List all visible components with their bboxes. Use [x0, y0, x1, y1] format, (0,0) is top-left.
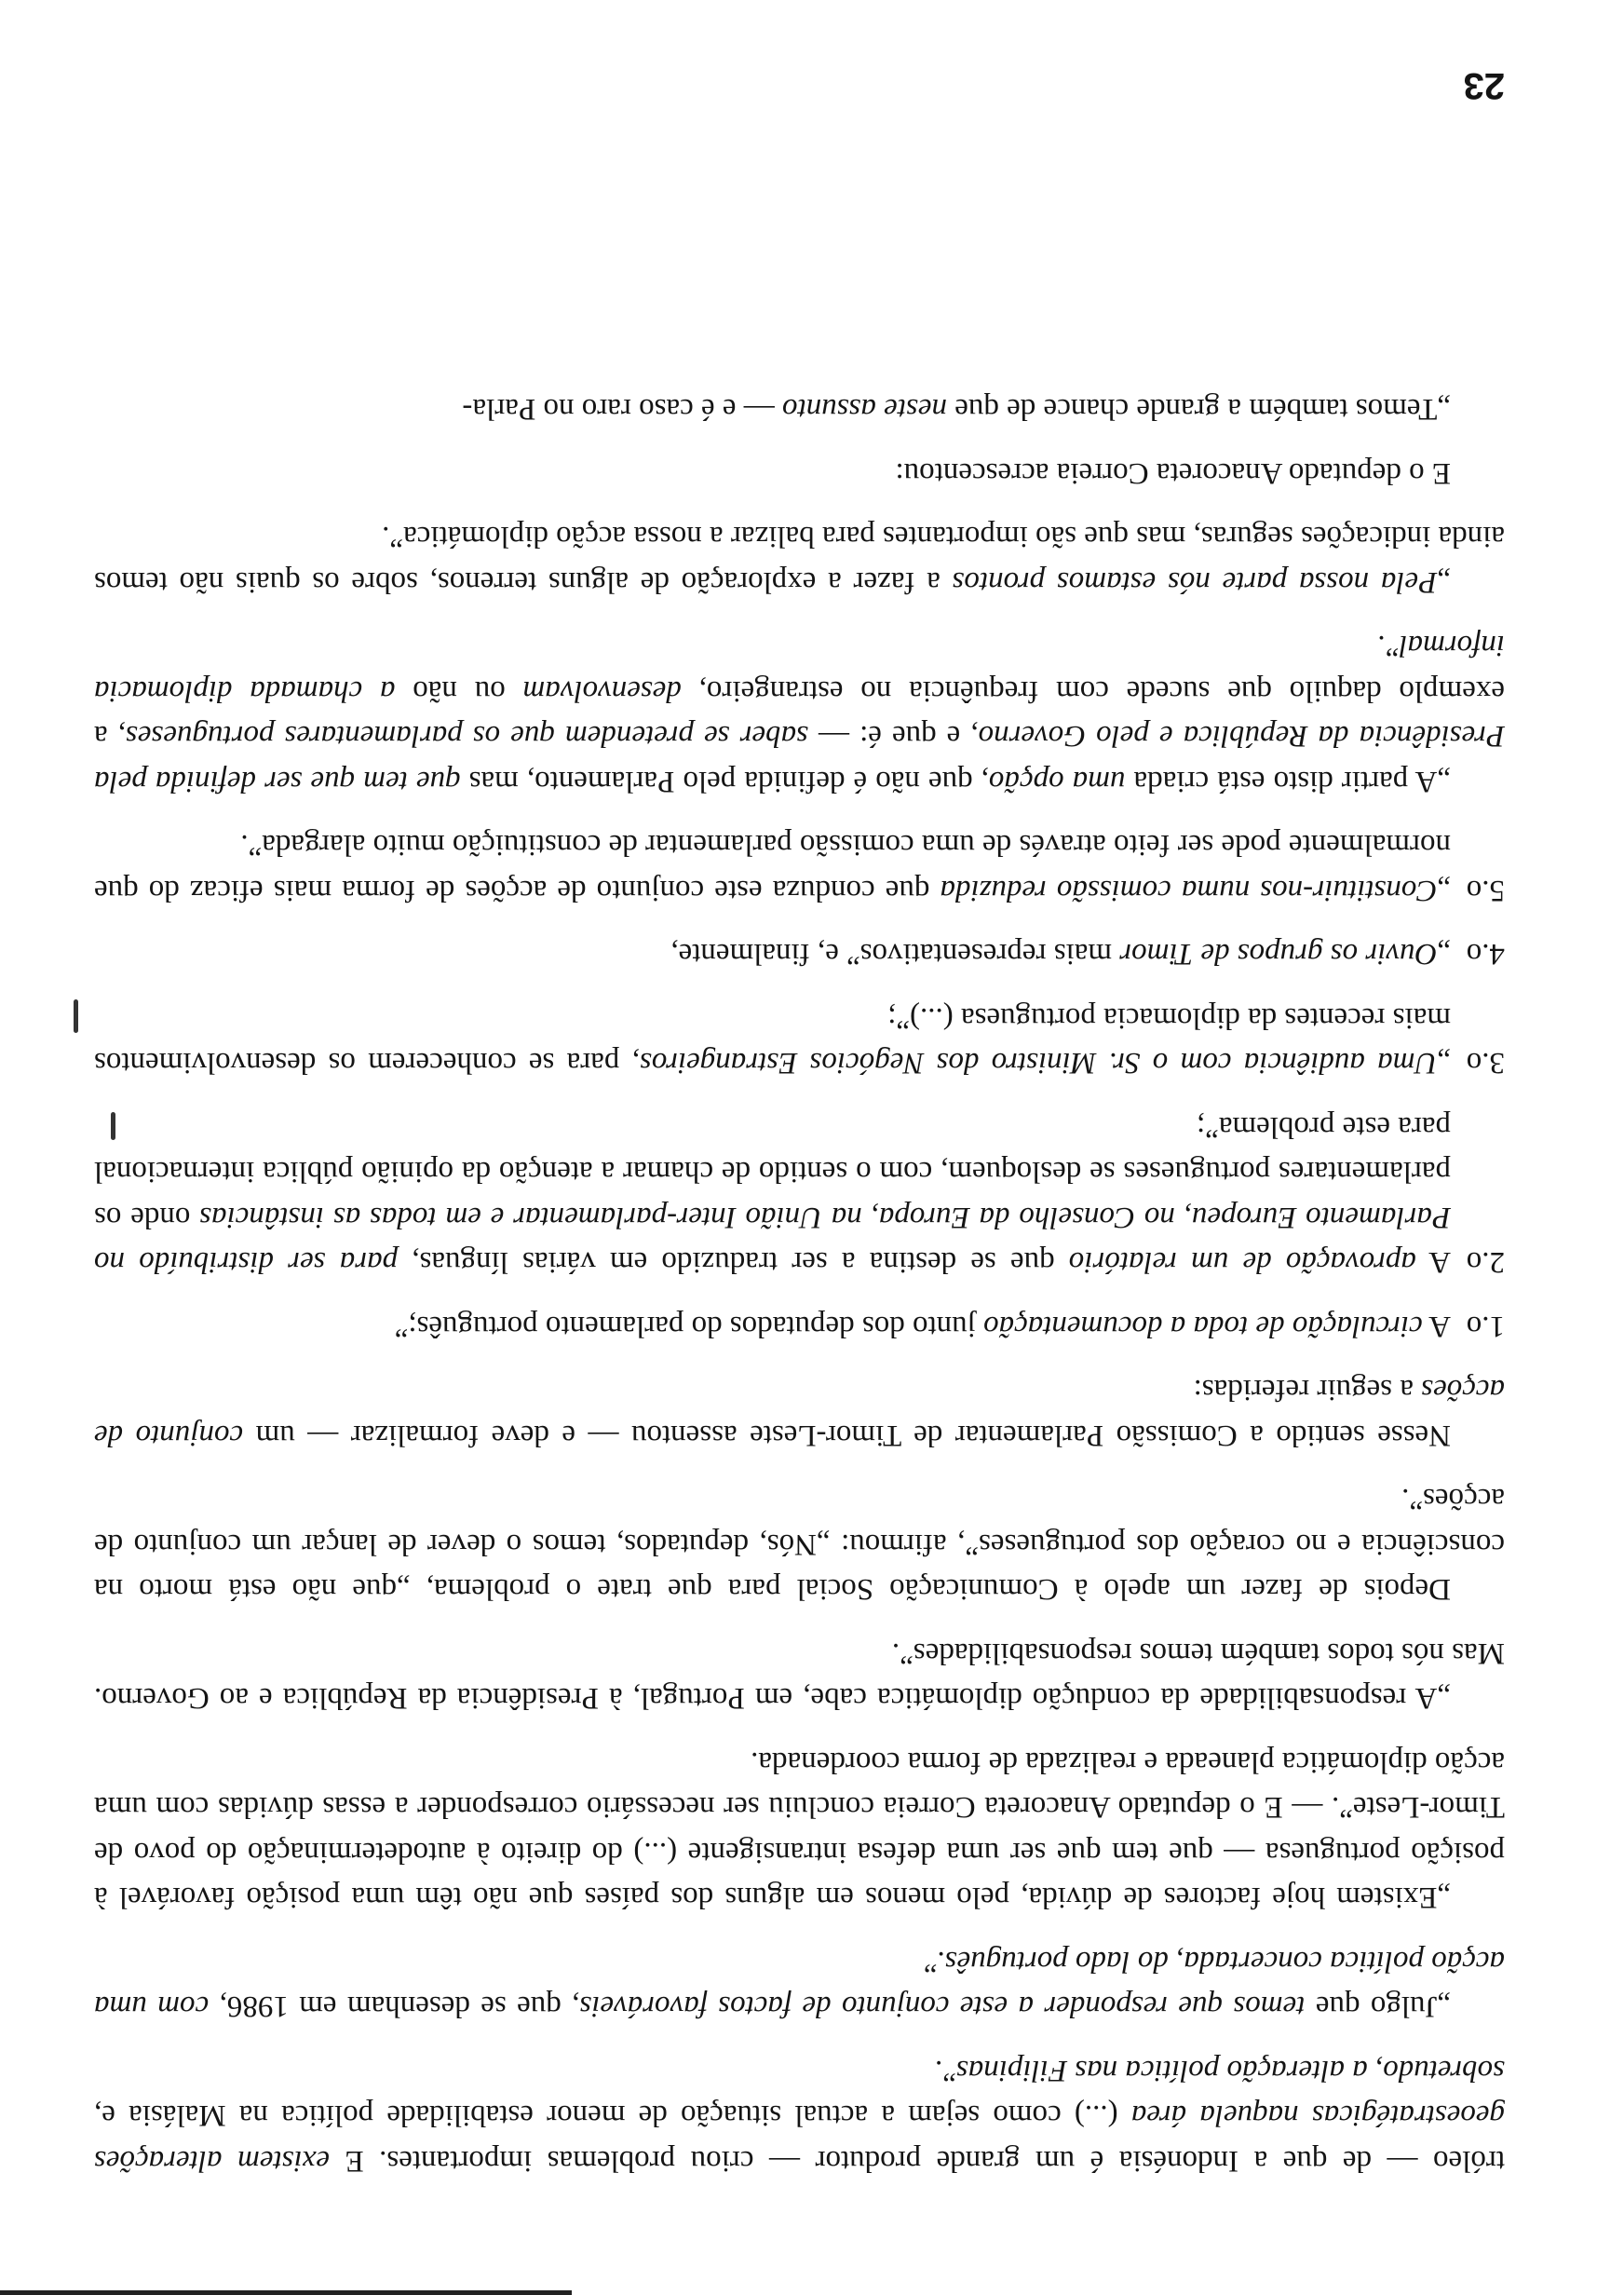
text-run: que se destina a ser traduzido em várias línguas,	[398, 1245, 1069, 1280]
numbered-item	[94, 996, 1505, 1086]
text-run: „A responsabilidade da condução diplomática cabe, em Portugal, à Presidência da República e ao Governo. Mas nós todos também temos responsabilidades”.	[94, 1636, 1505, 1716]
emphasis-text: conjunto de acções	[94, 1373, 1505, 1452]
text-run: „	[1437, 937, 1451, 971]
text-run: , a exemplo daquilo que sucede com frequência no estrangeiro,	[93, 674, 1505, 754]
emphasis-text: saber se pretendem que os parlamentares portugueses	[125, 719, 808, 754]
numbered-item	[94, 822, 1505, 913]
text-run: junto dos deputados do parlamento português;”	[394, 1310, 984, 1343]
text-run: Depois de fazer um apelo à Comunicação Social para que trate o problema, „que não está morto na consciência e no coração dos portugueses”, afirmou: „Nós, deputados, temos o dever de lançar um conjunto de acções”.	[94, 1482, 1505, 1607]
emphasis-text: Constituir-nos numa comissão reduzida	[940, 874, 1438, 907]
emphasis-text: uma opção	[988, 765, 1126, 798]
text-run: „A partir disto está criada	[1125, 765, 1451, 798]
emphasis-text: desenvolvam	[522, 674, 682, 708]
item-number: 3.o	[1466, 1046, 1505, 1080]
text-run: „Existem hoje factores de dúvida, pelo menos em alguns dos países que não têm uma posição favorável à posição portuguesa — que tem que ser uma defesa intransigente (...) do direito à autodeterminação do povo de Timor-Leste”. — E o deputado Anacoreta Correia concluiu ser necessário corresponder a essas dúvidas com uma acção diplomática planeada e realizada de forma coordenada.	[94, 1745, 1505, 1915]
text-run: , e que é: —	[807, 719, 979, 754]
paragraph	[94, 1939, 1505, 2030]
paragraph	[94, 451, 1505, 496]
emphasis-text: Uma audiência com o Sr. Ministro dos Negócios Estrangeiros	[639, 1046, 1438, 1080]
emphasis-text: sobretudo, a alteração política nas Filipinas	[955, 2054, 1505, 2087]
text-run: , para se conhecerem os desenvolvimentos mais recentes da diplomacia portuguesa (...)”;	[93, 1001, 1451, 1080]
paragraph	[94, 514, 1505, 604]
text-run: (...) como sejam a actual situação de menor estabilidade política na Malásia e,	[93, 2098, 1131, 2133]
text-run: .”	[923, 1945, 945, 1978]
scan-speck	[74, 999, 78, 1033]
text-run: ”.	[1377, 629, 1400, 663]
text-run: „	[1437, 565, 1451, 599]
item-number: 4.o	[1466, 937, 1505, 971]
article-body	[93, 368, 1505, 2178]
item-number: 2.o	[1466, 1245, 1505, 1280]
text-run: „Temos também a grande chance de que	[946, 392, 1451, 427]
text-run: , que não é definida pelo Parlamento, mas	[460, 765, 989, 798]
paragraph	[94, 2048, 1505, 2184]
text-run: E o deputado Anacoreta Correia acrescentou:	[895, 456, 1451, 490]
emphasis-text: Ouvir os grupos de Timor	[1119, 937, 1438, 971]
text-run: ”.	[935, 2054, 956, 2087]
emphasis-text: para ser distribuído no Parlamento Europeu, no Conselho da Europa, na União Inter-parlamentar e em todas as instâncias	[94, 1201, 1451, 1280]
numbered-item	[94, 1105, 1505, 1285]
item-number: 1.o	[1466, 1310, 1505, 1343]
text-run: Nesse sentido a Comissão Parlamentar de Timor-Leste assentou — e deve formalizar — um	[243, 1419, 1451, 1452]
text-run: A	[1415, 1245, 1451, 1280]
numbered-item	[94, 1304, 1505, 1350]
emphasis-text: que tem que ser definida pela Presidência da República e pelo Governo	[94, 719, 1505, 798]
emphasis-text: existem alterações geoestratégicas naquela área	[94, 2098, 1505, 2178]
text-run: a seguir referidas:	[1193, 1373, 1422, 1407]
page-number: 23	[1463, 65, 1505, 106]
numbered-item	[94, 931, 1505, 977]
text-run: „	[1437, 874, 1451, 907]
paragraph	[94, 1631, 1505, 1721]
emphasis-text: aprovação de um relatório	[1068, 1245, 1416, 1280]
text-run: tróleo — de que a Indonésia é um grande produtor — criou problemas importantes. E	[329, 2144, 1505, 2178]
emphasis-text: circulação de toda a documentação	[983, 1310, 1423, 1343]
emphasis-text: com uma acção política concertada, do lado português	[94, 1945, 1505, 2024]
text-run: — e é caso raro no Parla-	[462, 392, 783, 427]
emphasis-text: a chamada diplomacia informal	[94, 629, 1505, 708]
text-run: „Julgo que	[1305, 1989, 1451, 2024]
paragraph	[94, 387, 1505, 432]
text-run: onde os parlamentares portugueses se desloquem, com o sentido de chamar a atenção da opinião pública internacional para este problema”;	[94, 1110, 1451, 1234]
text-run: que conduza este conjunto de acções de forma mais eficaz do que normalmente pode ser feito através de uma comissão parlamentar de constituição muito alargada”.	[94, 828, 1451, 907]
text-run: a fazer a exploração de alguns terrenos, sobre os quais não temos ainda indicações seguras, mas que são importantes para balizar a nossa acção diplomática”.	[93, 520, 1505, 599]
emphasis-text: Pela nossa parte nós estamos prontos	[952, 565, 1438, 599]
emphasis-text: neste assunto	[782, 392, 947, 427]
paragraph	[94, 1740, 1505, 1921]
paragraph	[94, 1476, 1505, 1612]
text-run: mais representativos” e, finalmente,	[670, 937, 1120, 971]
emphasis-text: temos que responder a este conjunto de factos favoráveis	[579, 1989, 1306, 2024]
paragraph	[94, 623, 1505, 804]
item-number: 5.o	[1466, 874, 1505, 907]
text-run: , que se desenham em 1986,	[209, 1989, 580, 2024]
text-run: A	[1422, 1310, 1451, 1343]
scan-edge-rule	[0, 2290, 572, 2295]
text-run: „	[1437, 1046, 1451, 1080]
text-run: ou não	[395, 674, 523, 708]
paragraph	[94, 1367, 1505, 1458]
